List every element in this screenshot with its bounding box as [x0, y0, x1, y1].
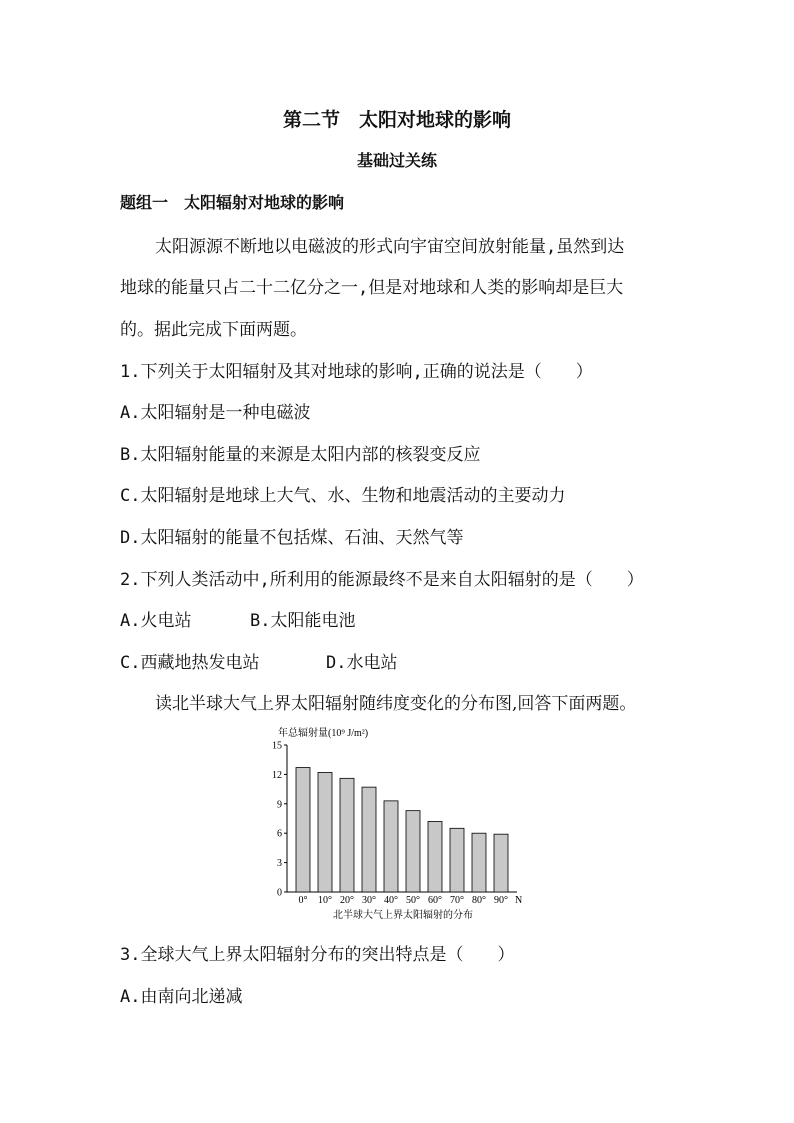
y-tick-label: 9 [277, 799, 282, 811]
bar [450, 828, 464, 892]
question-2-stem: 2.下列人类活动中,所利用的能源最终不是来自太阳辐射的是（ ） [120, 570, 644, 590]
bar [362, 787, 376, 892]
y-tick-label: 15 [272, 740, 282, 752]
page-title: 第二节 太阳对地球的影响 [282, 109, 511, 131]
y-tick-label: 3 [277, 858, 282, 870]
y-ticks [272, 741, 287, 899]
chart-intro: 读北半球大气上界太阳辐射随纬度变化的分布图,回答下面两题。 [155, 694, 637, 714]
x-ticks [299, 895, 509, 906]
section-title: 题组一 太阳辐射对地球的影响 [120, 193, 345, 212]
question-2-option-c: C.西藏地热发电站 [120, 653, 260, 673]
bar [296, 768, 310, 892]
question-3-stem: 3.全球大气上界太阳辐射分布的突出特点是（ ） [120, 945, 515, 965]
question-2-option-a: A.火电站 [120, 611, 192, 631]
question-1-option-c: C.太阳辐射是地球上大气、水、生物和地震活动的主要动力 [120, 486, 566, 506]
bar [494, 834, 508, 892]
question-3-option-a: A.由南向北递减 [120, 987, 243, 1007]
radiation-bar-chart [265, 725, 535, 925]
question-1-option-b: B.太阳辐射能量的来源是太阳内部的核裂变反应 [120, 445, 481, 465]
x-tick-label: 80° [472, 895, 486, 906]
bar [318, 772, 332, 892]
bar [472, 833, 486, 892]
bar [340, 778, 354, 892]
x-tick-label: 40° [384, 895, 398, 906]
intro-line: 太阳源源不断地以电磁波的形式向宇宙空间放射能量,虽然到达 [155, 237, 625, 257]
x-tick-label: 30° [362, 895, 376, 906]
question-1-option-d: D.太阳辐射的能量不包括煤、石油、天然气等 [120, 528, 464, 548]
x-tick-label: 60° [428, 895, 442, 906]
y-axis-label: 年总辐射量(10⁹ J/m²) [278, 728, 369, 739]
bar [406, 811, 420, 892]
x-tick-label: 20° [340, 895, 354, 906]
y-tick-label: 0 [277, 887, 282, 899]
question-2-option-b: B.太阳能电池 [250, 611, 356, 631]
x-axis-unit: N [515, 895, 523, 906]
question-1-stem: 1.下列关于太阳辐射及其对地球的影响,正确的说法是（ ） [120, 362, 593, 382]
x-tick-label: 0° [298, 895, 308, 906]
bars [296, 768, 508, 892]
question-1-option-a: A.太阳辐射是一种电磁波 [120, 403, 311, 423]
x-tick-label: 10° [318, 895, 332, 906]
x-tick-label: 50° [406, 895, 420, 906]
intro-line: 的。据此完成下面两题。 [120, 320, 307, 340]
y-tick-label: 6 [277, 828, 282, 840]
page-subtitle: 基础过关练 [356, 151, 437, 170]
y-tick-label: 12 [272, 769, 282, 781]
x-axis-label: 北半球大气上界太阳辐射的分布 [333, 910, 473, 921]
question-2-option-d: D.水电站 [326, 653, 398, 673]
bar [428, 821, 442, 892]
intro-line: 地球的能量只占二十二亿分之一,但是对地球和人类的影响却是巨大 [120, 278, 624, 298]
x-tick-label: 70° [450, 895, 464, 906]
bar [384, 801, 398, 892]
x-tick-label: 90° [494, 895, 508, 906]
